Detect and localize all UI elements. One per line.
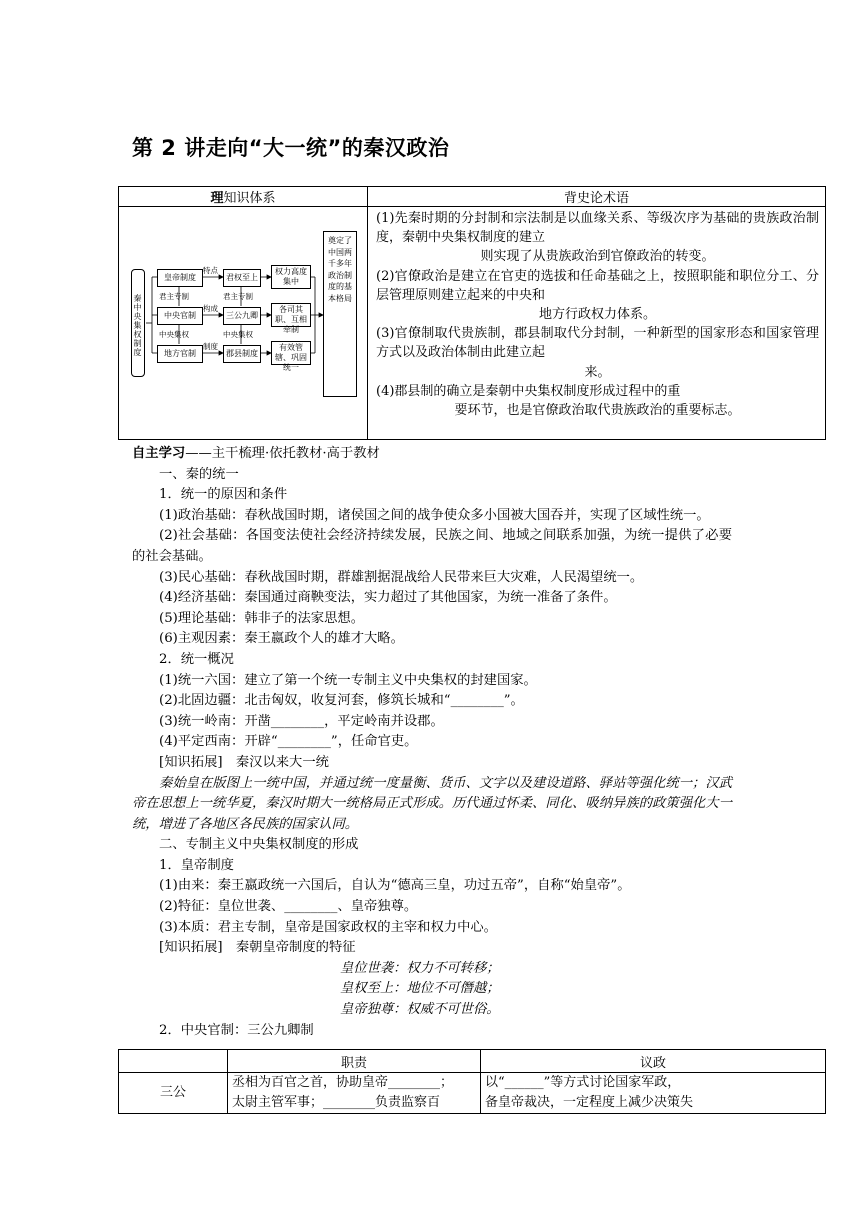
box-central-officials: 中央官制 xyxy=(157,307,203,325)
box-local-officials: 地方官制 xyxy=(157,345,203,363)
label-feature: 特点 xyxy=(203,266,218,275)
para-political-basis: (1)政治基础：春秋战国时期，诸侯国之间的战争使众多小国被大国吞并，实现了区域性统一。 xyxy=(159,507,710,523)
duty-cell xyxy=(228,1073,481,1114)
box-emperor-system: 皇帝制度 xyxy=(157,269,203,287)
duty-line-1: 丞相为百官之首，协助皇帝________； xyxy=(232,1075,454,1090)
discuss-cell xyxy=(481,1073,826,1114)
label-centralization-left: 中央集权 xyxy=(159,330,189,339)
duty-line-2: 太尉主管军事；________负责监察百 xyxy=(232,1095,441,1110)
section-heading: 自主学习——主干梳理·依托教材·高于教材 xyxy=(132,446,380,461)
heading-emperor-system: 1．皇帝制度 xyxy=(159,857,234,873)
para-lingnan: (3)统一岭南：开凿________，平定岭南并设郡。 xyxy=(159,713,444,729)
officials-table xyxy=(118,1049,826,1114)
terms-header: 背史论术语 xyxy=(368,187,826,207)
heading-overview: 2．统一概况 xyxy=(159,651,234,667)
box-effective-control: 有效管辖、巩固统一 xyxy=(271,341,311,365)
heading-unification: 一、秦的统一 xyxy=(159,466,239,482)
term-4-end: 要环节，也是官僚政治取代贵族政治的重要标志。 xyxy=(454,403,741,419)
box-supreme-power: 君权至上 xyxy=(223,269,261,287)
term-1-end: 则实现了从贵族政治到官僚政治的转变。 xyxy=(480,249,715,265)
para-origin: (1)由来：秦王嬴政统一六国后，自认为“德高三皇，功过五帝”，自称“始皇帝”。 xyxy=(159,878,631,894)
para-north-border: (2)北固边疆：北击匈奴，收复河套，修筑长城和“________”。 xyxy=(159,693,524,709)
main-content xyxy=(132,444,732,1041)
poem-line-3: 皇帝独尊：权威不可世俗。 xyxy=(340,1002,500,1018)
para-social-basis: (2)社会基础：各国变法使社会经济持续发展，民族之间、地域之间联系加强，为统一提供了必要的社会基础。 xyxy=(132,528,732,564)
box-result: 奠定了中国两千多年政治制度的基本格局 xyxy=(323,231,357,397)
para-economic-basis: (4)经济基础：秦国通过商鞅变法，实力超过了其他国家，为统一准备了条件。 xyxy=(159,590,617,606)
knowledge-diagram xyxy=(119,207,367,439)
knowledge-extension-1: [知识拓展] 秦汉以来大一统 xyxy=(159,754,329,770)
term-1: (1)先秦时期的分封制和宗法制是以血缘关系、等级次序为基础的贵族政治制度，秦朝中央集权制度的建立 xyxy=(376,211,819,246)
discuss-line-2: 备皇帝裁决，一定程度上减少决策失 xyxy=(485,1095,694,1110)
para-feature: (2)特征：皇位世袭、________、皇帝独尊。 xyxy=(159,899,418,915)
poem-line-2: 皇权至上：地位不可僭越； xyxy=(340,981,500,997)
knowledge-system-header: 理知识体系 xyxy=(119,187,368,207)
heading-centralization: 二、专制主义中央集权制度的形成 xyxy=(159,837,359,853)
label-composition: 构成 xyxy=(203,304,218,313)
box-power-concentrated: 权力高度集中 xyxy=(271,265,311,289)
para-essence: (3)本质：君主专制，皇帝是国家政权的主宰和权力中心。 xyxy=(159,919,497,935)
officials-header-blank xyxy=(119,1050,228,1073)
row-label-three-dukes: 三公 xyxy=(119,1073,228,1114)
para-subjective-factor: (6)主观因素：秦王嬴政个人的雄才大略。 xyxy=(159,631,404,647)
label-system: 制度 xyxy=(203,342,218,351)
knowledge-diagram-cell xyxy=(119,207,368,440)
heading-central-officials: 2．中央官制：三公九卿制 xyxy=(159,1022,314,1038)
label-centralization-right: 中央集权 xyxy=(223,330,253,339)
para-popular-basis: (3)民心基础：春秋战国时期，群雄割据混战给人民带来巨大灾难，人民渴望统一。 xyxy=(159,569,644,585)
knowledge-table xyxy=(118,186,826,440)
knowledge-extension-1-text: 秦始皇在版图上一统中国，并通过统一度量衡、货币、文字以及建设道路、驿站等强化统一；汉武帝在思想上一统华夏，秦汉时期大一统格局正式形成。历代通过怀柔、同化、吸纳异族的政策强化大一统，增进了各地区各民族的国家认同。 xyxy=(132,775,732,832)
terms-cell xyxy=(368,207,826,440)
para-theory-basis: (5)理论基础：韩非子的法家思想。 xyxy=(159,610,364,626)
heading-causes: 1．统一的原因和条件 xyxy=(159,487,288,503)
label-autocracy-left: 君主专制 xyxy=(159,292,189,301)
officials-header-duty: 职责 xyxy=(228,1050,481,1073)
knowledge-extension-2: [知识拓展] 秦朝皇帝制度的特征 xyxy=(159,940,356,956)
poem-line-1: 皇位世袭：权力不可转移； xyxy=(340,960,500,976)
term-2: (2)官僚政治是建立在官吏的选拔和任命基础之上，按照职能和职位分工、分层管理原则建立起来的中央和 xyxy=(376,268,819,303)
para-unify-six: (1)统一六国：建立了第一个统一专制主义中央集权的封建国家。 xyxy=(159,672,537,688)
diagram-root: 秦中央集权制度 xyxy=(131,269,145,377)
term-2-end: 地方行政权力体系。 xyxy=(538,307,656,323)
para-southwest: (4)平定西南：开辟“________”，任命官吏。 xyxy=(159,734,418,750)
page-title: 第 2 讲走向“大一统”的秦汉政治 xyxy=(132,136,450,160)
box-prefecture-system: 郡县制度 xyxy=(223,345,261,363)
officials-header-discuss: 议政 xyxy=(481,1050,826,1073)
term-3: (3)官僚制取代贵族制，郡县制取代分封制，一种新型的国家形态和国家管理方式以及政治体制由此建立起 xyxy=(376,326,819,361)
label-autocracy-right: 君主专制 xyxy=(223,292,253,301)
box-three-dukes: 三公九卿 xyxy=(223,307,261,325)
term-4: (4)郡县制的确立是秦朝中央集权制度形成过程中的重 xyxy=(376,383,681,399)
term-3-end: 来。 xyxy=(584,364,611,380)
discuss-line-1: 以“______”等方式讨论国家军政， xyxy=(485,1075,681,1090)
box-checks: 各司其职、互相牵制 xyxy=(271,303,311,327)
